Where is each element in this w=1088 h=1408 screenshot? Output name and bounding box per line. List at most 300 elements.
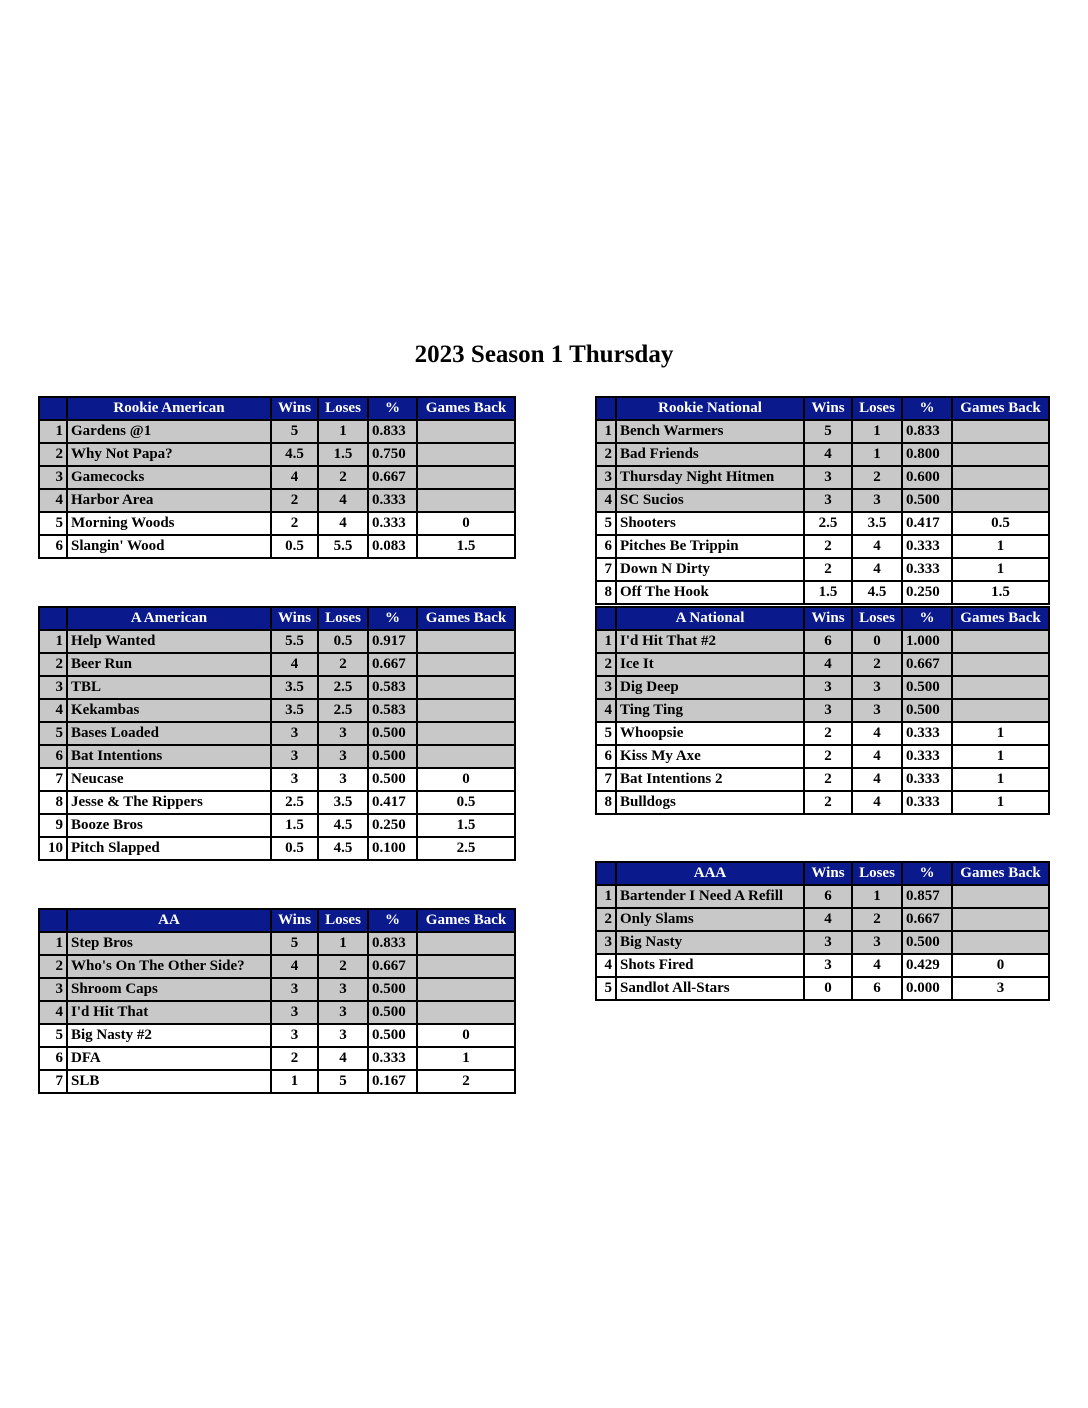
- pct-cell: 0.167: [368, 1070, 417, 1093]
- table-row: [39, 932, 515, 955]
- table-row: [596, 699, 1049, 722]
- loses-cell: 3: [318, 768, 368, 791]
- rank-cell: 1: [39, 630, 67, 653]
- wins-cell: 1.5: [804, 581, 852, 604]
- loses-header: Loses: [852, 397, 902, 420]
- games-back-cell: [417, 489, 515, 512]
- loses-cell: 1: [318, 420, 368, 443]
- games-back-header: Games Back: [417, 397, 515, 420]
- standings-table-a-american: [38, 606, 516, 861]
- wins-cell: 5: [804, 420, 852, 443]
- games-back-header: Games Back: [952, 607, 1049, 630]
- team-name-cell: Pitch Slapped: [67, 837, 271, 860]
- team-name-cell: Shroom Caps: [67, 978, 271, 1001]
- loses-header: Loses: [852, 862, 902, 885]
- team-name-cell: Harbor Area: [67, 489, 271, 512]
- wins-cell: 0: [804, 977, 852, 1000]
- pct-cell: 0.333: [902, 768, 952, 791]
- standings-table-a-national: [595, 606, 1050, 815]
- wins-header: Wins: [804, 607, 852, 630]
- team-name-cell: Booze Bros: [67, 814, 271, 837]
- team-name-cell: Gardens @1: [67, 420, 271, 443]
- header-row: [39, 909, 515, 932]
- pct-cell: 0.583: [368, 676, 417, 699]
- table-row: [596, 954, 1049, 977]
- pct-cell: 0.500: [368, 978, 417, 1001]
- rank-header: [596, 862, 616, 885]
- loses-cell: 1.5: [318, 443, 368, 466]
- loses-cell: 2: [852, 653, 902, 676]
- games-back-cell: [417, 722, 515, 745]
- wins-cell: 2.5: [271, 791, 318, 814]
- table-row: [39, 489, 515, 512]
- games-back-cell: [417, 1001, 515, 1024]
- wins-cell: 6: [804, 885, 852, 908]
- team-name-cell: I'd Hit That #2: [616, 630, 804, 653]
- wins-cell: 2: [271, 489, 318, 512]
- games-back-cell: [952, 699, 1049, 722]
- rank-cell: 2: [596, 443, 616, 466]
- rank-cell: 6: [596, 745, 616, 768]
- table-row: [596, 791, 1049, 814]
- table-row: [596, 931, 1049, 954]
- wins-header: Wins: [271, 909, 318, 932]
- rank-cell: 4: [39, 489, 67, 512]
- pct-cell: 0.500: [902, 699, 952, 722]
- games-back-cell: 0: [417, 1024, 515, 1047]
- games-back-cell: 1: [952, 745, 1049, 768]
- games-back-cell: 2.5: [417, 837, 515, 860]
- games-back-cell: [417, 653, 515, 676]
- loses-cell: 3: [852, 931, 902, 954]
- pct-cell: 0.667: [368, 955, 417, 978]
- team-name-cell: Bases Loaded: [67, 722, 271, 745]
- loses-cell: 4: [852, 722, 902, 745]
- division-name: AA: [67, 909, 271, 932]
- team-name-cell: Why Not Papa?: [67, 443, 271, 466]
- loses-cell: 4: [852, 558, 902, 581]
- team-name-cell: Only Slams: [616, 908, 804, 931]
- games-back-header: Games Back: [952, 397, 1049, 420]
- loses-cell: 4: [852, 535, 902, 558]
- rank-cell: 7: [39, 1070, 67, 1093]
- pct-cell: 0.500: [368, 722, 417, 745]
- pct-header: %: [368, 607, 417, 630]
- loses-cell: 3: [318, 1001, 368, 1024]
- wins-cell: 5: [271, 420, 318, 443]
- loses-cell: 2.5: [318, 676, 368, 699]
- games-back-header: Games Back: [417, 607, 515, 630]
- table-row: [39, 512, 515, 535]
- pct-cell: 0.667: [368, 466, 417, 489]
- wins-cell: 3.5: [271, 676, 318, 699]
- pct-cell: 0.500: [368, 1024, 417, 1047]
- table-row: [39, 1047, 515, 1070]
- table-row: [39, 699, 515, 722]
- team-name-cell: Bench Warmers: [616, 420, 804, 443]
- loses-cell: 0: [852, 630, 902, 653]
- pct-cell: 0.333: [902, 791, 952, 814]
- wins-cell: 3: [804, 466, 852, 489]
- table-row: [596, 581, 1049, 604]
- games-back-cell: [952, 931, 1049, 954]
- pct-cell: 0.800: [902, 443, 952, 466]
- games-back-cell: [417, 699, 515, 722]
- rank-header: [39, 607, 67, 630]
- games-back-header: Games Back: [417, 909, 515, 932]
- games-back-cell: 0.5: [417, 791, 515, 814]
- wins-cell: 4: [804, 443, 852, 466]
- header-row: [596, 397, 1049, 420]
- table-row: [39, 676, 515, 699]
- pct-cell: 0.333: [902, 558, 952, 581]
- pct-cell: 0.429: [902, 954, 952, 977]
- wins-cell: 2: [804, 558, 852, 581]
- loses-cell: 4: [318, 1047, 368, 1070]
- rank-header: [39, 397, 67, 420]
- table-row: [596, 535, 1049, 558]
- games-back-cell: 0: [417, 512, 515, 535]
- team-name-cell: Bad Friends: [616, 443, 804, 466]
- wins-cell: 2: [804, 745, 852, 768]
- team-name-cell: Sandlot All-Stars: [616, 977, 804, 1000]
- table-row: [39, 745, 515, 768]
- pct-header: %: [368, 909, 417, 932]
- games-back-cell: 1.5: [417, 814, 515, 837]
- rank-cell: 9: [39, 814, 67, 837]
- loses-cell: 6: [852, 977, 902, 1000]
- division-name: Rookie National: [616, 397, 804, 420]
- team-name-cell: Slangin' Wood: [67, 535, 271, 558]
- rank-cell: 6: [596, 535, 616, 558]
- header-row: [596, 607, 1049, 630]
- rank-cell: 4: [39, 1001, 67, 1024]
- pct-header: %: [902, 862, 952, 885]
- games-back-cell: 3: [952, 977, 1049, 1000]
- rank-cell: 7: [596, 558, 616, 581]
- wins-cell: 1.5: [271, 814, 318, 837]
- rank-cell: 1: [596, 420, 616, 443]
- pct-cell: 0.833: [368, 420, 417, 443]
- division-name: A American: [67, 607, 271, 630]
- table-row: [39, 1024, 515, 1047]
- games-back-cell: [952, 885, 1049, 908]
- pct-header: %: [902, 397, 952, 420]
- table-row: [596, 745, 1049, 768]
- pct-cell: 0.600: [902, 466, 952, 489]
- games-back-cell: [952, 489, 1049, 512]
- loses-cell: 5.5: [318, 535, 368, 558]
- loses-cell: 5: [318, 1070, 368, 1093]
- rank-cell: 3: [39, 466, 67, 489]
- team-name-cell: Bulldogs: [616, 791, 804, 814]
- loses-cell: 2.5: [318, 699, 368, 722]
- rank-header: [596, 607, 616, 630]
- rank-cell: 3: [39, 978, 67, 1001]
- loses-cell: 3: [318, 745, 368, 768]
- team-name-cell: Neucase: [67, 768, 271, 791]
- games-back-cell: 0.5: [952, 512, 1049, 535]
- wins-cell: 5: [271, 932, 318, 955]
- wins-cell: 5.5: [271, 630, 318, 653]
- wins-cell: 3: [804, 699, 852, 722]
- team-name-cell: Ting Ting: [616, 699, 804, 722]
- pct-cell: 0.917: [368, 630, 417, 653]
- games-back-cell: [417, 955, 515, 978]
- rank-cell: 10: [39, 837, 67, 860]
- standings-table-aaa: [595, 861, 1050, 1001]
- rank-cell: 4: [39, 699, 67, 722]
- games-back-cell: [417, 676, 515, 699]
- team-name-cell: Who's On The Other Side?: [67, 955, 271, 978]
- team-name-cell: Step Bros: [67, 932, 271, 955]
- loses-cell: 1: [318, 932, 368, 955]
- table-row: [39, 443, 515, 466]
- loses-cell: 3.5: [852, 512, 902, 535]
- header-row: [39, 397, 515, 420]
- wins-cell: 3: [271, 1024, 318, 1047]
- team-name-cell: Thursday Night Hitmen: [616, 466, 804, 489]
- wins-cell: 2: [804, 791, 852, 814]
- wins-cell: 0.5: [271, 535, 318, 558]
- pct-cell: 0.000: [902, 977, 952, 1000]
- rank-cell: 6: [39, 745, 67, 768]
- games-back-cell: 1: [417, 1047, 515, 1070]
- page-title: 2023 Season 1 Thursday: [414, 341, 674, 368]
- team-name-cell: Shooters: [616, 512, 804, 535]
- team-name-cell: I'd Hit That: [67, 1001, 271, 1024]
- loses-cell: 4: [852, 768, 902, 791]
- games-back-cell: [952, 466, 1049, 489]
- pct-cell: 0.500: [902, 931, 952, 954]
- team-name-cell: Bartender I Need A Refill: [616, 885, 804, 908]
- wins-cell: 2: [271, 1047, 318, 1070]
- wins-cell: 3: [804, 954, 852, 977]
- table-row: [39, 420, 515, 443]
- wins-cell: 3.5: [271, 699, 318, 722]
- pct-cell: 0.500: [902, 489, 952, 512]
- games-back-cell: [417, 443, 515, 466]
- games-back-cell: [952, 653, 1049, 676]
- rank-cell: 8: [596, 791, 616, 814]
- team-name-cell: Pitches Be Trippin: [616, 535, 804, 558]
- wins-header: Wins: [271, 607, 318, 630]
- pct-cell: 0.833: [368, 932, 417, 955]
- rank-cell: 6: [39, 535, 67, 558]
- team-name-cell: Dig Deep: [616, 676, 804, 699]
- pct-cell: 1.000: [902, 630, 952, 653]
- games-back-cell: [417, 932, 515, 955]
- team-name-cell: Bat Intentions 2: [616, 768, 804, 791]
- pct-header: %: [368, 397, 417, 420]
- wins-cell: 0.5: [271, 837, 318, 860]
- games-back-cell: [417, 630, 515, 653]
- loses-cell: 2: [852, 466, 902, 489]
- division-name: AAA: [616, 862, 804, 885]
- rank-cell: 3: [596, 676, 616, 699]
- table-row: [39, 466, 515, 489]
- pct-cell: 0.417: [902, 512, 952, 535]
- header-row: [596, 862, 1049, 885]
- table-row: [39, 1001, 515, 1024]
- standings-table-aa: [38, 908, 516, 1094]
- wins-cell: 4: [271, 955, 318, 978]
- table-row: [596, 443, 1049, 466]
- rank-cell: 4: [596, 699, 616, 722]
- loses-cell: 3: [852, 676, 902, 699]
- table-row: [596, 630, 1049, 653]
- pct-cell: 0.333: [902, 535, 952, 558]
- division-name: Rookie American: [67, 397, 271, 420]
- games-back-cell: [417, 466, 515, 489]
- table-row: [596, 512, 1049, 535]
- standings-table-rookie-national: [595, 396, 1050, 605]
- standings-table-rookie-american: [38, 396, 516, 559]
- header-row: [39, 607, 515, 630]
- rank-cell: 1: [39, 420, 67, 443]
- rank-cell: 3: [596, 931, 616, 954]
- rank-cell: 6: [39, 1047, 67, 1070]
- wins-cell: 4: [271, 466, 318, 489]
- team-name-cell: Help Wanted: [67, 630, 271, 653]
- loses-cell: 1: [852, 420, 902, 443]
- rank-cell: 4: [596, 489, 616, 512]
- table-row: [596, 977, 1049, 1000]
- pct-cell: 0.250: [902, 581, 952, 604]
- wins-header: Wins: [804, 397, 852, 420]
- wins-header: Wins: [271, 397, 318, 420]
- rank-cell: 1: [39, 932, 67, 955]
- pct-cell: 0.100: [368, 837, 417, 860]
- team-name-cell: DFA: [67, 1047, 271, 1070]
- table-row: [39, 630, 515, 653]
- pct-cell: 0.333: [902, 722, 952, 745]
- games-back-cell: [952, 630, 1049, 653]
- rank-cell: 8: [596, 581, 616, 604]
- loses-cell: 2: [852, 908, 902, 931]
- games-back-cell: [952, 420, 1049, 443]
- loses-cell: 4: [852, 791, 902, 814]
- loses-cell: 2: [318, 955, 368, 978]
- wins-cell: 3: [271, 722, 318, 745]
- pct-header: %: [902, 607, 952, 630]
- wins-cell: 4: [271, 653, 318, 676]
- loses-header: Loses: [852, 607, 902, 630]
- division-name: A National: [616, 607, 804, 630]
- games-back-cell: 1: [952, 558, 1049, 581]
- pct-cell: 0.857: [902, 885, 952, 908]
- table-row: [596, 489, 1049, 512]
- loses-cell: 4.5: [852, 581, 902, 604]
- rank-cell: 5: [596, 977, 616, 1000]
- wins-cell: 2: [804, 768, 852, 791]
- pct-cell: 0.833: [902, 420, 952, 443]
- wins-cell: 2: [804, 722, 852, 745]
- games-back-cell: [417, 745, 515, 768]
- loses-cell: 3: [852, 489, 902, 512]
- table-row: [596, 885, 1049, 908]
- team-name-cell: Down N Dirty: [616, 558, 804, 581]
- table-row: [39, 791, 515, 814]
- loses-cell: 3: [318, 722, 368, 745]
- rank-cell: 1: [596, 885, 616, 908]
- wins-cell: 6: [804, 630, 852, 653]
- pct-cell: 0.667: [368, 653, 417, 676]
- games-back-cell: [952, 908, 1049, 931]
- loses-cell: 2: [318, 466, 368, 489]
- team-name-cell: Jesse & The Rippers: [67, 791, 271, 814]
- loses-cell: 3: [318, 978, 368, 1001]
- rank-cell: 7: [596, 768, 616, 791]
- table-row: [39, 955, 515, 978]
- pct-cell: 0.083: [368, 535, 417, 558]
- pct-cell: 0.500: [368, 1001, 417, 1024]
- loses-cell: 3.5: [318, 791, 368, 814]
- rank-cell: 3: [39, 676, 67, 699]
- table-row: [596, 653, 1049, 676]
- team-name-cell: Gamecocks: [67, 466, 271, 489]
- team-name-cell: Morning Woods: [67, 512, 271, 535]
- wins-cell: 3: [804, 489, 852, 512]
- pct-cell: 0.500: [368, 768, 417, 791]
- team-name-cell: SC Sucios: [616, 489, 804, 512]
- loses-cell: 4: [318, 512, 368, 535]
- team-name-cell: Off The Hook: [616, 581, 804, 604]
- table-row: [596, 722, 1049, 745]
- table-row: [39, 1070, 515, 1093]
- wins-cell: 2: [271, 512, 318, 535]
- rank-header: [596, 397, 616, 420]
- games-back-header: Games Back: [952, 862, 1049, 885]
- team-name-cell: SLB: [67, 1070, 271, 1093]
- games-back-cell: 1.5: [417, 535, 515, 558]
- table-row: [596, 466, 1049, 489]
- games-back-cell: 2: [417, 1070, 515, 1093]
- loses-header: Loses: [318, 909, 368, 932]
- rank-cell: 2: [596, 908, 616, 931]
- pct-cell: 0.750: [368, 443, 417, 466]
- pct-cell: 0.333: [368, 489, 417, 512]
- wins-cell: 3: [804, 676, 852, 699]
- team-name-cell: Whoopsie: [616, 722, 804, 745]
- loses-header: Loses: [318, 607, 368, 630]
- games-back-cell: [417, 420, 515, 443]
- rank-cell: 3: [596, 466, 616, 489]
- rank-cell: 5: [39, 512, 67, 535]
- rank-cell: 5: [596, 722, 616, 745]
- table-row: [596, 558, 1049, 581]
- team-name-cell: Big Nasty: [616, 931, 804, 954]
- rank-cell: 5: [596, 512, 616, 535]
- loses-cell: 4.5: [318, 837, 368, 860]
- games-back-cell: 1: [952, 535, 1049, 558]
- wins-cell: 2.5: [804, 512, 852, 535]
- pct-cell: 0.333: [368, 512, 417, 535]
- rank-cell: 2: [39, 443, 67, 466]
- team-name-cell: Kiss My Axe: [616, 745, 804, 768]
- loses-cell: 4: [318, 489, 368, 512]
- rank-cell: 2: [596, 653, 616, 676]
- table-row: [39, 535, 515, 558]
- games-back-cell: 1.5: [952, 581, 1049, 604]
- wins-cell: 4: [804, 653, 852, 676]
- games-back-cell: 0: [417, 768, 515, 791]
- wins-cell: 3: [271, 745, 318, 768]
- wins-cell: 3: [804, 931, 852, 954]
- wins-cell: 1: [271, 1070, 318, 1093]
- table-row: [39, 653, 515, 676]
- rank-cell: 5: [39, 722, 67, 745]
